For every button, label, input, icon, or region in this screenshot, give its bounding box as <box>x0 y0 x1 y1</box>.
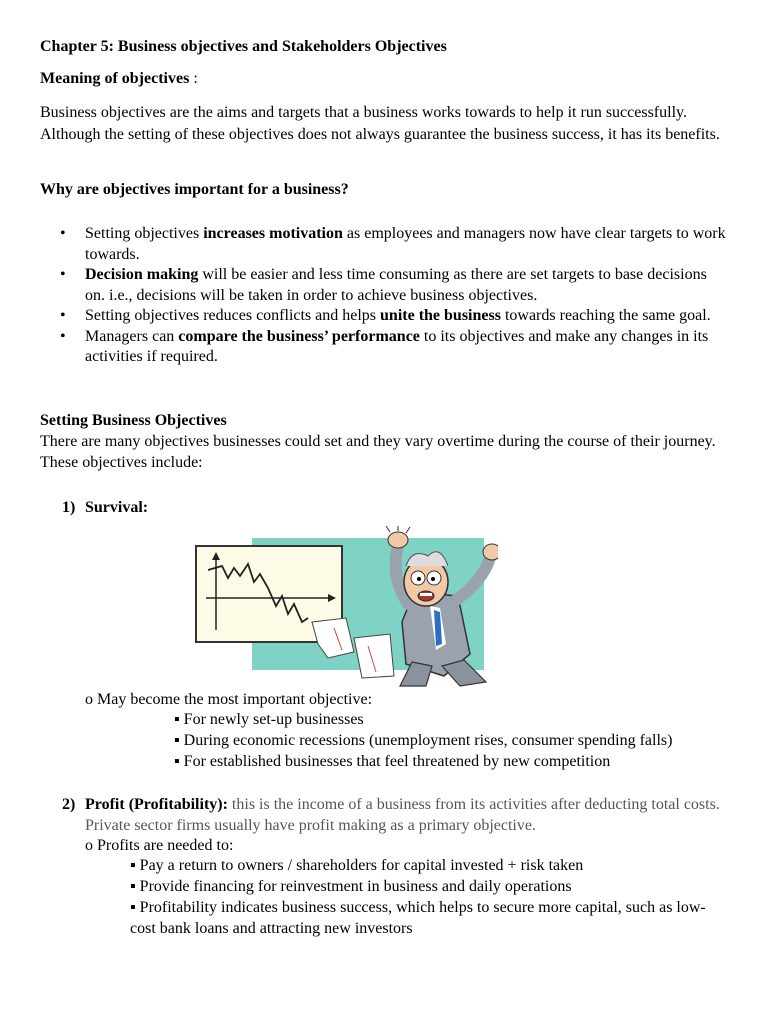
bullet-text: to its objectives and make any changes in its activities if required. <box>85 327 709 365</box>
list-item <box>40 265 730 306</box>
item-number: 1) <box>62 499 76 516</box>
setting-description: There are many objectives businesses could set and they vary overtime during the course of their journey. These objectives include: <box>40 433 716 471</box>
bullet-emphasis: compare the business’ performance <box>178 327 420 345</box>
bullet-text: will be easier and less time consuming as there are set targets to base decisions on. i.e., decisions will be taken in order to achieve business objectives. <box>85 266 707 304</box>
profit-description: this is the income of a business from its activities after deducting total costs. Private sector firms usually have profit making as a primary objective. <box>85 796 720 834</box>
survival-label: Survival: <box>85 499 149 516</box>
survival-point: ▪ For newly set-up businesses <box>174 711 364 728</box>
importance-list <box>40 224 730 368</box>
list-item <box>40 306 730 327</box>
bullet-emphasis: unite the business <box>380 307 501 324</box>
bullet-glyph: • <box>60 307 66 324</box>
survival-point: ▪ During economic recessions (unemployment rises, consumer spending falls) <box>174 732 673 749</box>
bullet-text: Setting objectives <box>85 225 204 242</box>
profit-point: ▪ Profitability indicates business success, which helps to secure more capital, such as low-cost bank loans and attracting new investors <box>130 899 706 937</box>
meaning-heading-text: Meaning of objectives <box>40 70 190 87</box>
profit-point: ▪ Pay a return to owners / shareholders for capital invested + risk taken <box>130 857 584 874</box>
why-heading: Why are objectives important for a business? <box>40 181 349 198</box>
stressed-businessman-illustration <box>194 526 498 688</box>
bullet-text: Managers can <box>85 327 179 345</box>
meaning-heading <box>40 69 198 89</box>
item-number: 2) <box>62 796 76 813</box>
bullet-text: Setting objectives reduces conflicts and helps <box>85 307 381 324</box>
survival-sub-intro: o May become the most important objective: <box>85 691 373 708</box>
list-item <box>40 327 730 368</box>
meaning-heading-colon: : <box>189 70 198 87</box>
bullet-text: as employees and managers now have clear targets to work towards. <box>85 225 726 263</box>
profit-item <box>62 794 732 836</box>
bullet-glyph: • <box>60 266 66 283</box>
panicked-face-icon <box>404 552 448 606</box>
profit-point: ▪ Provide financing for reinvestment in business and daily operations <box>130 878 572 895</box>
intro-paragraph: Business objectives are the aims and targets that a business works towards to help it run successfully. Although the setting of these objectives does not always guarantee the business success, it has its benefits. <box>40 104 720 143</box>
bullet-text: towards reaching the same goal. <box>500 307 711 324</box>
survival-heading <box>62 497 148 518</box>
bullet-emphasis: Decision making <box>85 266 199 283</box>
profit-sub-intro: o Profits are needed to: <box>85 837 234 854</box>
bullet-emphasis: increases motivation <box>203 225 343 242</box>
chapter-title: Chapter 5: Business objectives and Stakeholders Objectives <box>40 38 447 55</box>
bullet-glyph: • <box>60 327 66 345</box>
profit-label: Profit (Profitability): <box>85 796 228 813</box>
setting-heading: Setting Business Objectives <box>40 412 227 429</box>
list-item <box>40 224 730 265</box>
bullet-glyph: • <box>60 225 66 242</box>
survival-point: ▪ For established businesses that feel threatened by new competition <box>174 753 611 770</box>
